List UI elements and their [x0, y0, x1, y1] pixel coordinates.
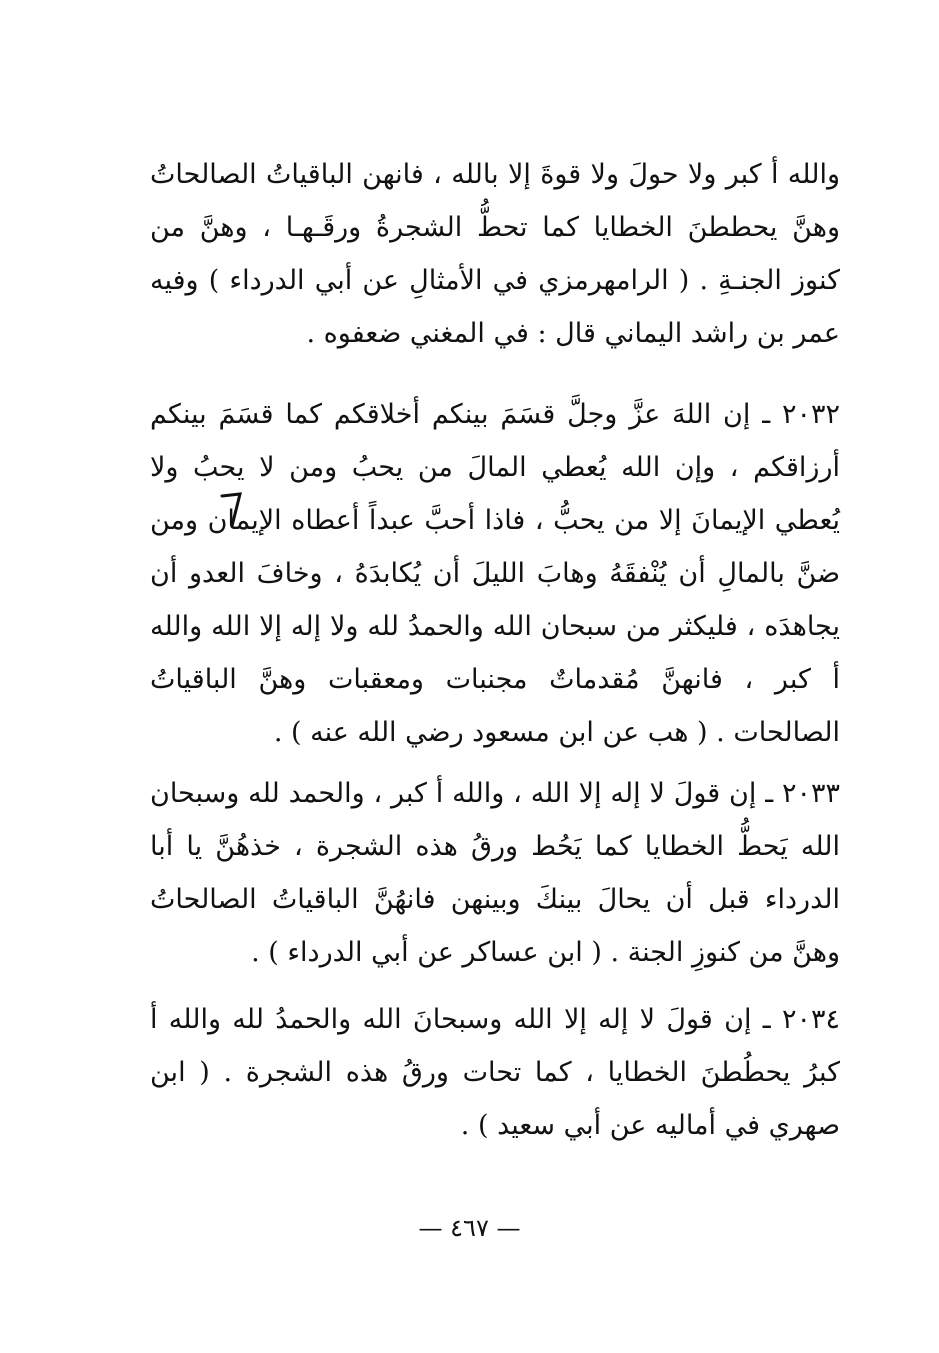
paragraph-continuation	[150, 148, 840, 360]
paragraph-text: ٢٠٣٣ ـ إن قولَ لا إله إلا الله ، والله أ كبر ، والحمد لله وسبحان الله يَحطُّ الخطايا كما يَحُط ورقُ هذه الشجرة ، خذهُنَّ يا أبا الدرداء قبل أن يحالَ بينكَ وبينهن فانهُنَّ الباقياتُ الصالحاتُ وهنَّ من كنوزِ الجنة . ( ابن عساكر عن أبي الدرداء ) .	[150, 778, 840, 968]
paragraph-text: ٢٠٣٢ ـ إن اللهَ عزَّ وجلَّ قسَمَ بينكم أخلاقكم كما قسَمَ بينكم أرزاقكم ، وإن الله يُعطي المالَ من يحبُ ومن لا يحبُ ولا يُعطي الإيمانَ إلا من يحبُّ ، فاذا أحبَّ عبداً أعطاه الإيمان ومن ضنَّ بالمالِ أن يُنْفقَهُ وهابَ الليلَ أن يُكابدَهُ ، وخافَ العدو أن يجاهدَه ، فليكثر من سبحان الله والحمدُ لله ولا إله إلا الله والله أ كبر ، فانهنَّ مُقدماتٌ مجنبات ومعقبات وهنَّ الباقياتُ الصالحات . ( هب عن ابن مسعود رضي الله عنه ) .	[150, 399, 840, 748]
paragraph-text: ٢٠٣٤ ـ إن قولَ لا إله إلا الله وسبحانَ الله والحمدُ لله والله أ كبرُ يحطُطنَ الخطايا ، كما تحات ورقُ هذه الشجرة . ( ابن صهري في أماليه عن أبي سعيد ) .	[150, 1004, 840, 1141]
hadith-2033	[150, 767, 840, 979]
hadith-2034	[150, 993, 840, 1152]
page-number: — ٤٦٧ —	[418, 1214, 521, 1242]
paragraph-text: والله أ كبر ولا حولَ ولا قوةَ إلا بالله ، فانهن الباقياتُ الصالحاتُ وهنَّ يحططنَ الخطايا كما تحطُّ الشجرةُ ورقَـهـا ، وهنَّ من كنوز الجنـةِ . ( الرامهرمزي في الأمثالِ عن أبي الدرداء ) وفيه عمر بن راشد اليماني قال : في المغني ضعفوه .	[150, 159, 840, 349]
hadith-2032	[150, 388, 840, 759]
ink-mark	[218, 492, 244, 528]
